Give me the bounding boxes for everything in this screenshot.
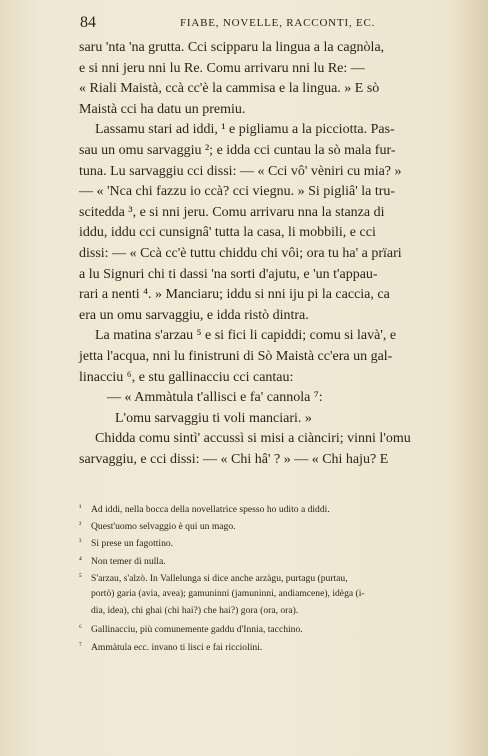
footnote-number: ⁵: [79, 571, 82, 581]
body-text: [79, 38, 472, 470]
text-line: Maistà cci ha datu un premiu.: [79, 101, 246, 117]
footnote-text: Si prese un fagottino.: [91, 538, 174, 550]
text-line: scitedda ³, e si nni jeru. Comu arrivaru nna la stanza di: [79, 204, 385, 220]
running-title: FIABE, NOVELLE, RACCONTI, EC.: [180, 17, 376, 29]
text-line: rari a nenti ⁴. » Manciaru; iddu si nni iju pi la caccia, ca: [79, 287, 390, 303]
footnote-number: ¹: [79, 503, 82, 512]
text-line: tuna. Lu sarvaggiu cci dissi: — « Cci vô' vèniri cu mia? »: [79, 163, 402, 179]
text-line: sarvaggiu, e cci dissi: — « Chi hâ' ? » — « Chi haju? E: [79, 451, 389, 467]
footnote: [79, 619, 472, 636]
text-line: linacciu ⁶, e stu gallinacciu cci cantau:: [79, 369, 294, 385]
text-line: Lassamu stari ad iddi, ¹ e pigliamu a la picciotta. Pas-: [95, 122, 395, 138]
footnote: [79, 585, 472, 602]
footnote-number: ⁷: [79, 640, 82, 650]
footnote-text: Non temer di nulla.: [91, 555, 166, 567]
footnote: [79, 533, 472, 550]
text-line: sau un omu sarvaggiu ²; e idda cci cuntau la sò mala fur-: [79, 142, 396, 158]
footnote: [79, 568, 472, 585]
footnote-number: ⁶: [79, 623, 82, 633]
text-line: era un omu sarvaggiu, e idda ristò dintra.: [79, 307, 309, 323]
text-line: — « Ammàtula t'allisci e fa' cannola ⁷:: [107, 390, 323, 406]
text-line: — « 'Nca chi fazzu io ccà? cci viegnu. » Si pigliâ' la tru-: [79, 184, 396, 200]
text-line: Chidda comu sintì' accussì si misi a ciànciri; vinni l'omu: [95, 431, 411, 447]
footnote-number: ³: [79, 537, 82, 547]
text-line: a lu Signuri chi ti dassi 'na sorti d'ajutu, e 'un t'appau-: [79, 266, 378, 282]
text-line: e si nni jeru nni lu Re. Comu arrivaru nni lu Re: —: [79, 60, 365, 76]
footnotes: [79, 499, 472, 654]
footnote-number: ²: [79, 520, 82, 530]
text-line: dissi: — « Ccà cc'è tuttu chiddu chi vôi; ora tu ha' a prïari: [79, 245, 402, 261]
text-line: iddu, iddu cci cunsignâ' tutta la casa, li mobbili, e cci: [79, 225, 376, 241]
footnote-text: Gallinacciu, più comunemente gaddu d'Innia, tacchino.: [91, 624, 303, 636]
footnote: [79, 602, 472, 619]
footnote-text: S'arzau, s'alzò. In Vallelunga si dice anche arzàgu, purtagu (purtau,: [91, 572, 348, 584]
text-line: La matina s'arzau ⁵ e si fici li capiddi; comu si lavà', e: [95, 328, 397, 344]
text-line: saru 'nta 'na grutta. Cci scipparu la lingua a la cagnòla,: [79, 40, 385, 55]
footnote: [79, 499, 472, 516]
footnote: [79, 551, 472, 568]
page-number: 84: [80, 14, 96, 31]
footnote-text: portò) garia (avia, avea); gamuninni (jamuninni, andiamcene), idèga (i-: [91, 587, 365, 599]
footnote-text: Ammàtula ecc. invano ti lisci e fai ricciolini.: [91, 641, 263, 653]
footnote-text: Quest'uomo selvaggio è qui un mago.: [91, 521, 236, 533]
page-header: [80, 14, 468, 34]
text-line: L'omu sarvaggiu ti voli manciari. »: [115, 410, 312, 426]
footnote-text: dia, idea), chi ghai (chi hai?) che hai?) gora (ora, ora).: [91, 605, 299, 617]
footnote-text: Ad iddi, nella bocca della novellatrice spesso ho udito a diddi.: [91, 504, 330, 515]
footnote: [79, 637, 472, 654]
text-line: « Riali Maistà, ccà cc'è la cammisa e la lingua. » E sò: [79, 81, 380, 97]
text-line: jetta l'acqua, nni lu finistruni di Sò Maistà cc'era un gal-: [79, 348, 393, 364]
footnote-number: ⁴: [79, 554, 82, 564]
footnote: [79, 516, 472, 533]
